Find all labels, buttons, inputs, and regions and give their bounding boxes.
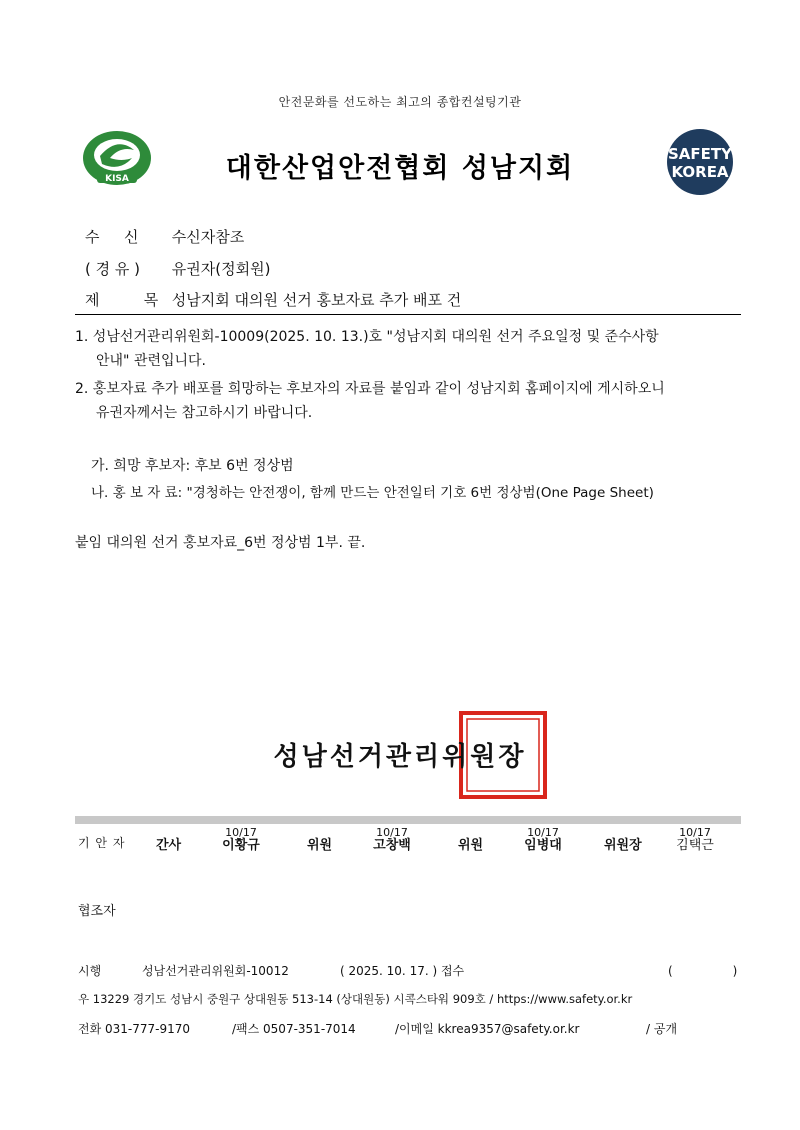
via-value: 유권자(정회원) [171,260,271,278]
approval-name-1: 이황규 [222,838,260,853]
approval-entry-1 [218,827,264,853]
attachment-line: 붙임 대의원 선거 홍보자료_6번 정상범 1부. 끝. [75,535,366,551]
approval-name-2: 고창백 [373,838,411,853]
body-item2-line2: 유권자께서는 참고하시기 바랍니다. [96,405,313,421]
body-item1-line1: 1. 성남선거관리위원회-10009(2025. 10. 13.)호 "성남지회 대의원 선거 주요일정 및 준수사항 [75,329,659,345]
approval-date-2: 10/17 [376,826,408,839]
footer-email: /이메일 kkrea9357@safety.or.kr [395,1022,580,1036]
via-row [85,258,270,279]
cooperator-label: 협조자 [78,904,116,919]
safety-korea-logo [666,128,734,196]
kisa-logo-text: KISA [105,174,129,184]
subject-row [85,289,461,310]
org-title: 대한산업안전협회 성남지회 [225,153,575,184]
receipt-paren: ( ) [668,964,738,978]
approval-role-1: 간사 [156,838,182,853]
approval-date-1: 10/17 [225,826,257,839]
enforce-date: ( 2025. 10. 17. ) 접수 [340,964,465,978]
approval-role-2: 위원 [307,838,333,853]
approval-role-3: 위원 [458,838,484,853]
approval-name-4: 김택근 [676,838,714,853]
footer-fax: /팩스 0507-351-7014 [232,1022,356,1036]
via-label: ( 경 유 ) [85,260,140,278]
safety-logo-text-2: KOREA [671,163,729,181]
approval-entry-2 [369,827,415,853]
approval-date-3: 10/17 [527,826,559,839]
body-sub-b: 나. 홍 보 자 료: "경청하는 안전쟁이, 함께 만드는 안전일터 기호 6번 정상범(One Page Sheet) [91,485,654,501]
enforce-label: 시행 [78,964,102,978]
recipient-label: 수 신 [85,228,139,246]
subject-label: 제 목 [85,291,159,309]
footer-disclosure: / 공개 [646,1022,678,1036]
subject-value: 성남지회 대의원 선거 홍보자료 추가 배포 건 [171,291,462,309]
recipient-value: 수신자참조 [171,228,245,246]
footer-phone: 전화 031-777-9170 [78,1022,191,1036]
footer-address: 우 13229 경기도 성남시 중원구 상대원동 513-14 (상대원동) 시콕스타워 909호 / https://www.safety.or.kr [78,992,633,1006]
recipient-row [85,226,244,247]
approval-date-4: 10/17 [679,826,711,839]
enforce-number: 성남선거관리위원회-10012 [142,964,289,978]
header-divider [75,314,741,315]
body-item1-line2: 안내" 관련입니다. [96,353,207,369]
approval-entry-4 [672,827,718,853]
safety-logo-text-1: SAFETY [668,145,732,163]
drafter-label: 기 안 자 [78,836,126,850]
body-sub-a: 가. 희망 후보자: 후보 6번 정상범 [91,458,294,474]
slogan: 안전문화를 선도하는 최고의 종합컨설팅기관 [278,95,522,109]
approval-bar [75,816,741,824]
approval-name-3: 임병대 [524,838,562,853]
body-item2-line1: 2. 홍보자료 추가 배포를 희망하는 후보자의 자료를 붙임과 같이 성남지회 홈페이지에 게시하오니 [75,381,665,397]
sender-title: 성남선거관리위원장 [273,742,527,772]
approval-role-4: 위원장 [604,838,642,853]
approval-entry-3 [520,827,566,853]
